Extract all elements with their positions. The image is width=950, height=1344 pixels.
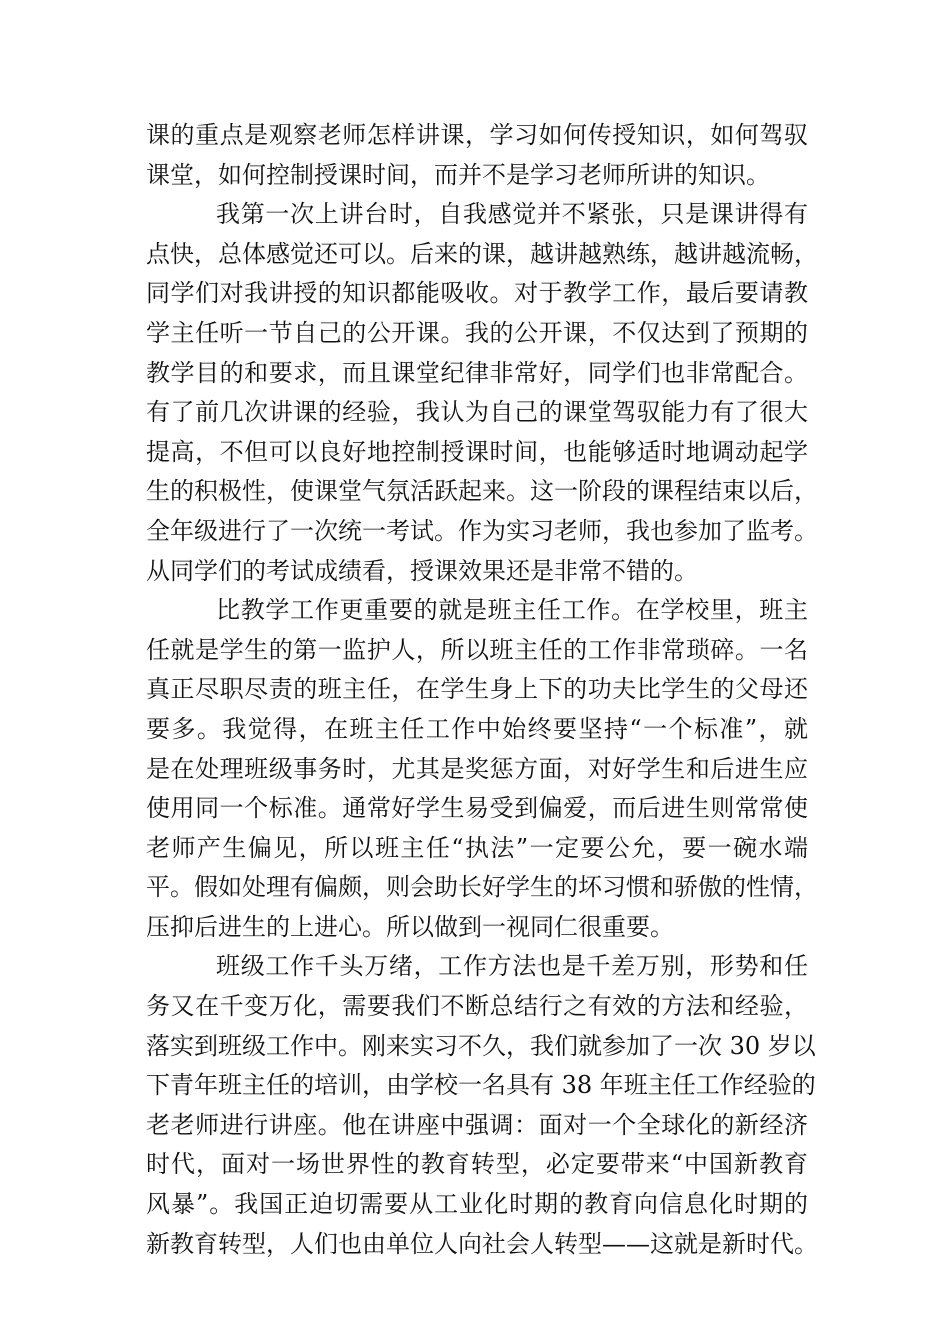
text-line: 课堂，如何控制授课时间，而并不是学习老师所讲的知识。 [146,160,770,189]
text-line: 同学们对我讲授的知识都能吸收。对于教学工作，最后要请教 [146,279,808,308]
text-line: 平。假如处理有偏颇，则会助长好学生的坏习惯和骄傲的性情， [146,873,818,902]
text-line: 落实到班级工作中。刚来实习不久，我们就参加了一次 30 岁以 [146,1031,816,1060]
text-line: 生的积极性，使课堂气氛活跃起来。这一阶段的课程结束以后， [146,477,818,506]
text-line: 课的重点是观察老师怎样讲课，学习如何传授知识，如何驾驭 [146,121,808,149]
text-line: 有了前几次讲课的经验，我认为自己的课堂驾驭能力有了很大 [146,398,808,427]
text-line: 提高，不但可以良好地控制授课时间，也能够适时地调动起学 [146,437,808,466]
text-line: 使用同一个标准。通常好学生易受到偏爱，而后进生则常常使 [146,794,808,823]
text-line: 风暴”。我国正迫切需要从工业化时期的教育向信息化时期的 [146,1190,808,1219]
text-line: 时代，面对一场世界性的教育转型，必定要带来“中国新教育 [146,1150,808,1179]
text-line: 务又在千变万化，需要我们不断总结行之有效的方法和经验， [146,992,808,1021]
text-line: 教学目的和要求，而且课堂纪律非常好，同学们也非常配合。 [146,358,808,387]
text-line: 点快，总体感觉还可以。后来的课，越讲越熟练，越讲越流畅， [146,239,818,268]
text-line: 压抑后进生的上进心。所以做到一视同仁很重要。 [146,912,674,941]
text-line: 我第一次上讲台时，自我感觉并不紧张，只是课讲得有 [216,200,808,229]
text-line: 要多。我觉得，在班主任工作中始终要坚持“一个标准”，就 [146,714,808,743]
text-line: 老师产生偏见，所以班主任“执法”一定要公允，要一碗水端 [146,833,808,862]
text-line: 任就是学生的第一监护人，所以班主任的工作非常琐碎。一名 [146,635,808,664]
body-text [146,116,818,1264]
text-line: 是在处理班级事务时，尤其是奖惩方面，对好学生和后进生应 [146,754,808,783]
text-line: 学主任听一节自己的公开课。我的公开课，不仅达到了预期的 [146,318,808,347]
text-line: 真正尽职尽责的班主任，在学生身上下的功夫比学生的父母还 [146,675,808,704]
text-line: 从同学们的考试成绩看，授课效果还是非常不错的。 [146,556,698,585]
text-line: 老老师进行讲座。他在讲座中强调：面对一个全球化的新经济 [146,1110,808,1139]
text-line: 比教学工作更重要的就是班主任工作。在学校里，班主 [216,596,808,625]
text-line: 下青年班主任的培训，由学校一名具有 38 年班主任工作经验的 [146,1071,816,1100]
text-line: 全年级进行了一次统一考试。作为实习老师，我也参加了监考。 [146,516,818,545]
text-line: 班级工作千头万绪，工作方法也是千差万别，形势和任 [216,952,808,981]
text-line: 新教育转型，人们也由单位人向社会人转型——这就是新时代。 [146,1229,818,1258]
